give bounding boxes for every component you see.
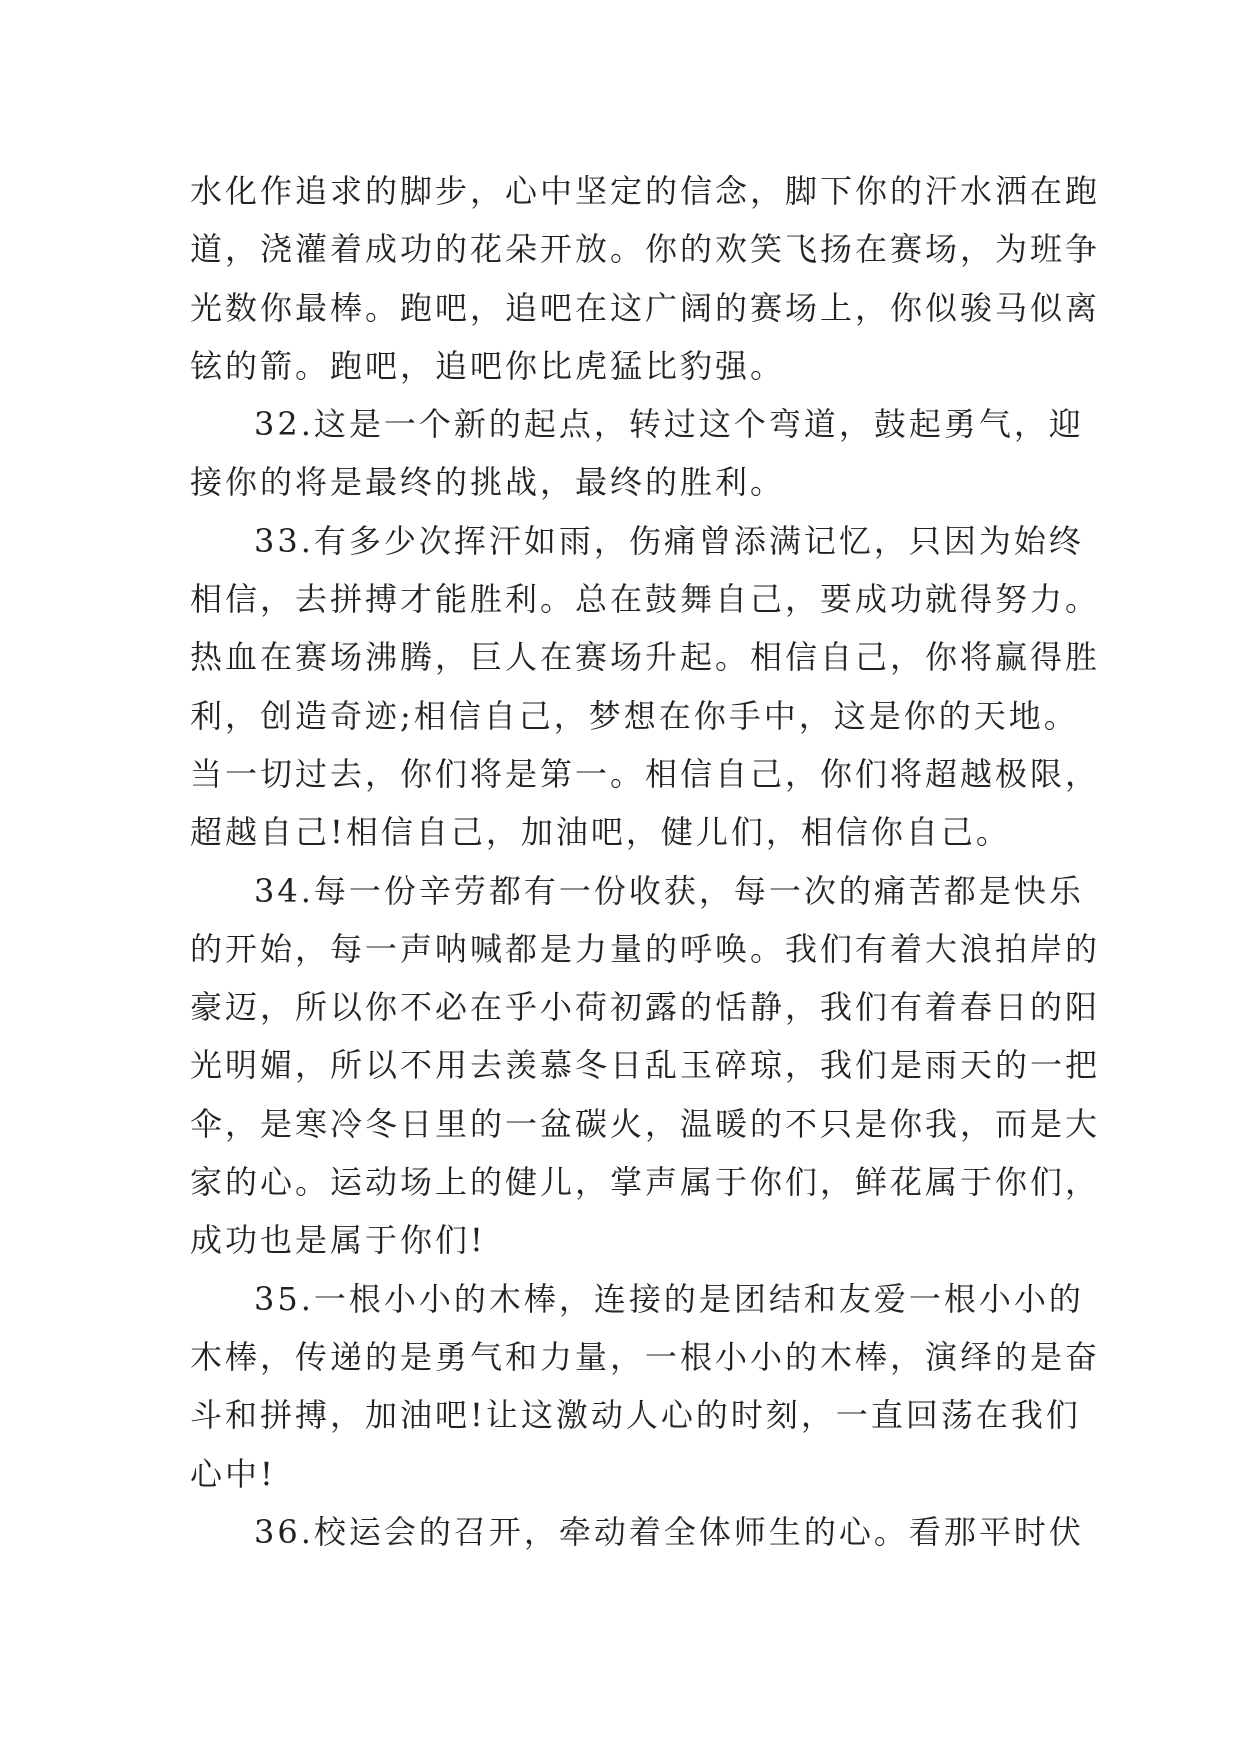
paragraph-first-line: 34.每一份辛劳都有一份收获，每一次的痛苦都是快乐 (254, 871, 1084, 910)
document-body (190, 162, 1101, 1561)
text-line: 的开始，每一声呐喊都是力量的呼唤。我们有着大浪拍岸的 (190, 929, 1101, 968)
text-line: 热血在赛场沸腾，巨人在赛场升起。相信自己，你将赢得胜 (190, 638, 1101, 677)
text-line: 超越自己!相信自己，加油吧，健儿们，相信你自己。 (190, 813, 1011, 852)
text-line: 铉的箭。跑吧，追吧你比虎猛比豹强。 (190, 346, 786, 385)
paragraph-first-line: 35.一根小小的木棒，连接的是团结和友爱一根小小的 (254, 1279, 1084, 1318)
text-line: 相信，去拼搏才能胜利。总在鼓舞自己，要成功就得努力。 (190, 580, 1101, 619)
text-line: 木棒，传递的是勇气和力量，一根小小的木棒，演绎的是奋 (190, 1337, 1101, 1376)
text-line: 光数你最棒。跑吧，追吧在这广阔的赛场上，你似骏马似离 (190, 288, 1101, 327)
text-line: 光明媚，所以不用去羡慕冬日乱玉碎琼，我们是雨天的一把 (190, 1046, 1101, 1085)
text-line: 豪迈，所以你不必在乎小荷初露的恬静，我们有着春日的阳 (190, 988, 1101, 1027)
text-line: 利，创造奇迹;相信自己，梦想在你手中，这是你的天地。 (190, 696, 1079, 735)
text-line: 水化作追求的脚步，心中坚定的信念，脚下你的汗水洒在跑 (190, 172, 1101, 210)
text-line: 斗和拼搏，加油吧!让这激动人心的时刻，一直回荡在我们 (190, 1396, 1081, 1435)
paragraph-first-line: 32.这是一个新的起点，转过这个弯道，鼓起勇气，迎 (254, 405, 1084, 444)
text-line: 成功也是属于你们! (190, 1221, 486, 1260)
paragraph-first-line: 33.有多少次挥汗如雨，伤痛曾添满记忆，只因为始终 (254, 521, 1084, 560)
text-line: 伞，是寒冷冬日里的一盆碳火，温暖的不只是你我，而是大 (190, 1104, 1101, 1143)
paragraph-first-line: 36.校运会的召开，牵动着全体师生的心。看那平时伏 (254, 1512, 1084, 1551)
text-line: 道，浇灌着成功的花朵开放。你的欢笑飞扬在赛场，为班争 (190, 230, 1101, 269)
text-line: 心中! (190, 1454, 276, 1493)
text-line: 家的心。运动场上的健儿，掌声属于你们，鲜花属于你们， (190, 1163, 1101, 1202)
text-line: 当一切过去，你们将是第一。相信自己，你们将超越极限， (190, 754, 1101, 793)
text-line: 接你的将是最终的挑战，最终的胜利。 (190, 463, 786, 502)
